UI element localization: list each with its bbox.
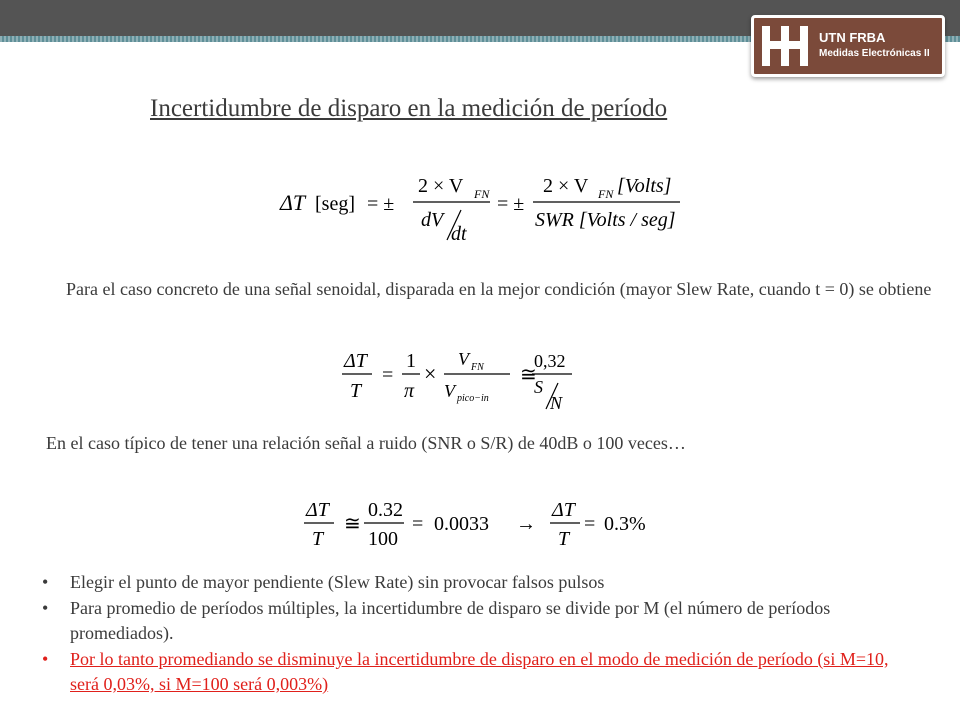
f3-result: 0.3% <box>604 513 646 535</box>
f2-f2-num: V <box>458 349 469 369</box>
logo-title: UTN FRBA <box>819 30 886 45</box>
f3-lhs-num: ΔT <box>306 499 329 521</box>
f3-lhs-den: T <box>312 528 324 550</box>
bullet-marker: • <box>42 649 49 669</box>
utn-logo-badge <box>751 15 945 77</box>
f3-f-den: 100 <box>368 528 398 550</box>
f1-num2-sub: FN <box>598 187 614 201</box>
bullet-item-slew-rate <box>40 570 920 595</box>
bullet-text: Para promedio de períodos múltiples, la incertidumbre de disparo se divide por M (el número de períodos promediados). <box>70 598 831 643</box>
f2-lhs-den: T <box>350 380 362 402</box>
f2-f2-den-sub: pico−in <box>457 393 489 404</box>
paragraph-typical-case: En el caso típico de tener una relación señal a ruido (SNR o S/R) de 40dB o 100 veces… <box>46 433 686 453</box>
f2-eq: = <box>382 364 394 386</box>
bullet-marker: • <box>42 598 49 618</box>
f1-den2: SWR [Volts / seg] <box>535 209 676 231</box>
f1-unit: [seg] <box>315 193 355 215</box>
f3-value: 0.0033 <box>434 513 489 535</box>
formula-numeric-example <box>300 495 660 555</box>
bullet-text: Elegir el punto de mayor pendiente (Slew Rate) sin provocar falsos pulsos <box>70 572 605 592</box>
paragraph-sinusoidal-text: Para el caso concreto de una señal senoidal, disparada en la mejor condición (mayor Slew Rate, cuando t = 0) se obtiene <box>66 279 932 299</box>
f3-eq: = <box>412 513 424 535</box>
f1-num2-unit: [Volts] <box>617 175 672 197</box>
logo-subtitle: Medidas Electrónicas II <box>819 48 930 59</box>
f2-f2-num-sub: FN <box>471 362 484 373</box>
bullet-text: Por lo tanto promediando se disminuye la incertidumbre de disparo en el modo de medición de período (si M=10, será 0,03%, si M=100 será 0,003%) <box>70 649 889 694</box>
f3-arrow: → <box>516 513 536 535</box>
f1-lhs: ΔT <box>280 190 306 215</box>
f2-f3-num: 0,32 <box>534 351 566 371</box>
bullet-marker: • <box>42 572 49 592</box>
f3-approx: ≅ <box>344 513 361 535</box>
formula-uncertainty-period <box>275 160 695 245</box>
bullet-item-conclusion <box>40 647 920 697</box>
utn-logo-icon <box>760 24 810 68</box>
f1-eq2: = ± <box>497 193 525 215</box>
f2-f2-den: V <box>444 381 455 401</box>
f2-f1-num: 1 <box>406 350 416 372</box>
page-title: Incertidumbre de disparo en la medición de período <box>150 95 668 122</box>
f1-num1-sub: FN <box>474 187 490 201</box>
f2-f3-den-top: S <box>534 377 543 397</box>
f1-num2: 2 × V <box>543 175 589 197</box>
f2-f3-den-bottom: N <box>550 393 563 413</box>
f1-eq1: = ± <box>367 193 395 215</box>
f3-rhs-den: T <box>558 528 570 550</box>
f3-rhs-num: ΔT <box>552 499 575 521</box>
f2-f1-den: π <box>404 380 415 402</box>
bullet-item-multiple-periods <box>40 596 920 646</box>
paragraph-sinusoidal-case <box>66 276 936 303</box>
f2-times: × <box>424 361 437 386</box>
formula-relative-uncertainty <box>340 345 590 415</box>
f2-lhs-num: ΔT <box>344 350 367 372</box>
f1-num1: 2 × V <box>418 175 464 197</box>
f1-den1-top: dV <box>421 209 444 231</box>
f2-approx: ≅ <box>520 364 537 386</box>
f3-f-num: 0.32 <box>368 499 403 521</box>
f1-den1-bottom: dt <box>451 223 467 245</box>
f3-eq2: = <box>584 513 596 535</box>
bullet-list <box>40 570 920 698</box>
